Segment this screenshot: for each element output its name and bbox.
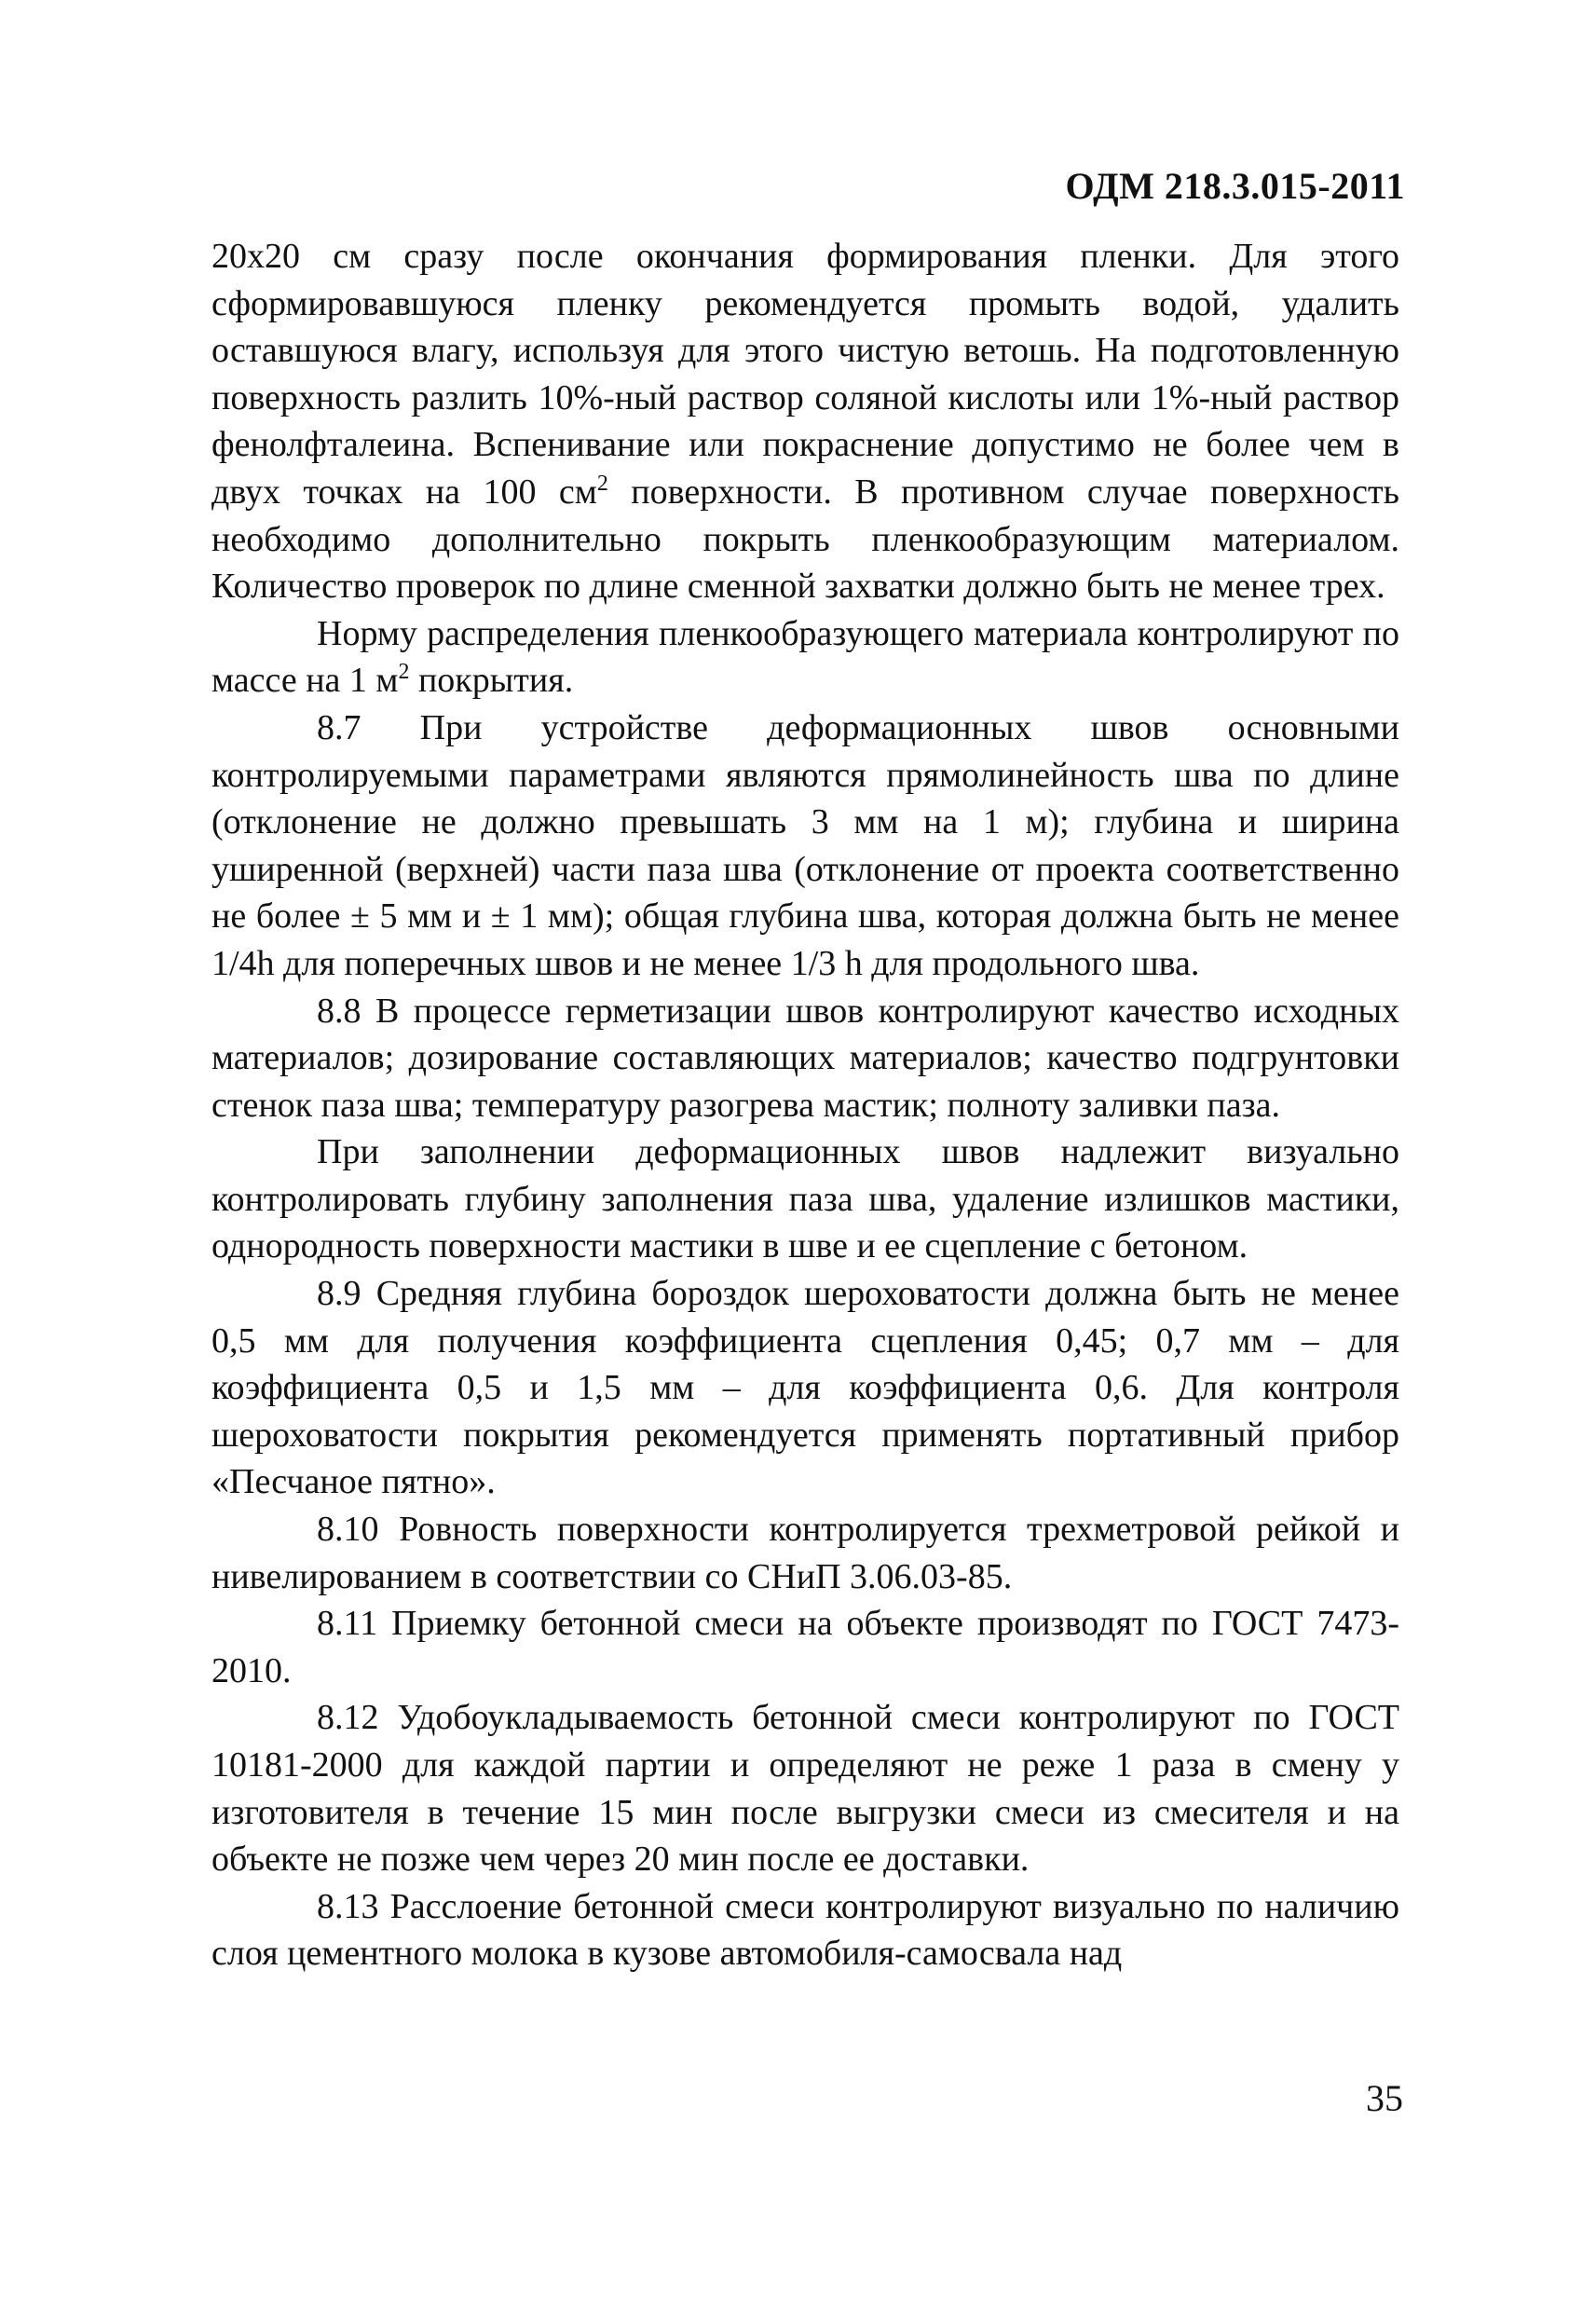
- paragraph-text: 20x20 см сразу после окончания формирования пленки. Для этого сформировавшуюся пленку рекомендуется промыть водой, удалить оставшуюся влагу, используя для этого чистую ветошь. На подготовленную поверхность разлить 10%-ный раствор соляной кислоты или 1%-ный раствор фенолфталеина. Вспенивание или покраснение допустимо не более чем в двух точках на 100 см: [211, 237, 1399, 512]
- paragraph-continuation: [211, 233, 1399, 610]
- superscript: 2: [398, 660, 410, 685]
- paragraph-8-7: 8.7 При устройстве деформационных швов основными контролируемыми параметрами являются прямолинейность шва по длине (отклонение не должно превышать 3 мм на 1 м); глубина и ширина уширенной (верхней) части паза шва (отклонение от проекта соответственно не более ± 5 мм и ± 1 мм); общая глубина шва, которая должна быть не менее 1/4h для поперечных швов и не менее 1/3 h для продольного шва.: [211, 707, 1399, 983]
- paragraph: [211, 610, 1399, 705]
- paragraph-text-tail: покрытия.: [409, 661, 574, 701]
- paragraph-8-8: 8.8 В процессе герметизации швов контролируют качество исходных материалов; дозирование составляющих материалов; качество подгрунтовки стенок паза шва; температуру разогрева мастик; полноту заливки паза.: [211, 991, 1399, 1125]
- superscript: 2: [596, 471, 608, 496]
- paragraph-8-13: 8.13 Расслоение бетонной смеси контролируют визуально по наличию слоя цементного молока в кузове автомобиля-самосвала над: [211, 1886, 1399, 1974]
- paragraph-8-9: 8.9 Средняя глубина бороздок шероховатости должна быть не менее 0,5 мм для получения коэффициента сцепления 0,45; 0,7 мм – для коэффициента 0,5 и 1,5 мм – для коэффициента 0,6. Для контроля шероховатости покрытия рекомендуется применять портативный прибор «Песчаное пятно».: [211, 1274, 1399, 1502]
- paragraph-text: Норму распределения пленкообразующего материала контролируют по массе на 1 м: [211, 613, 1399, 701]
- document-code-header: ОДМ 218.3.015-2011: [1065, 165, 1405, 207]
- paragraph-8-10: 8.10 Ровность поверхности контролируется трехметровой рейкой и нивелированием в соответствии со СНиП 3.06.03-85.: [211, 1510, 1399, 1596]
- paragraph-8-12: 8.12 Удобоукладываемость бетонной смеси контролируют по ГОСТ 10181-2000 для каждой партии и определяют не реже 1 раза в смену у изготовителя в течение 15 мин после выгрузки смеси из смесителя и на объекте не позже чем через 20 мин после ее доставки.: [211, 1698, 1399, 1880]
- body-text: [211, 233, 1399, 1977]
- paragraph: При заполнении деформационных швов надлежит визуально контролировать глубину заполнения паза шва, удаление излишков мастики, однородность поверхности мастики в шве и ее сцепление с бетоном.: [211, 1132, 1399, 1266]
- paragraph-text-tail: поверхности. В противном случае поверхность необходимо дополнительно покрыть пленкообразующим материалом. Количество проверок по длине сменной захватки должно быть не менее трех.: [211, 472, 1399, 607]
- paragraph-8-11: 8.11 Приемку бетонной смеси на объекте производят по ГОСТ 7473-2010.: [211, 1604, 1399, 1690]
- page-number: 35: [1366, 2077, 1403, 2119]
